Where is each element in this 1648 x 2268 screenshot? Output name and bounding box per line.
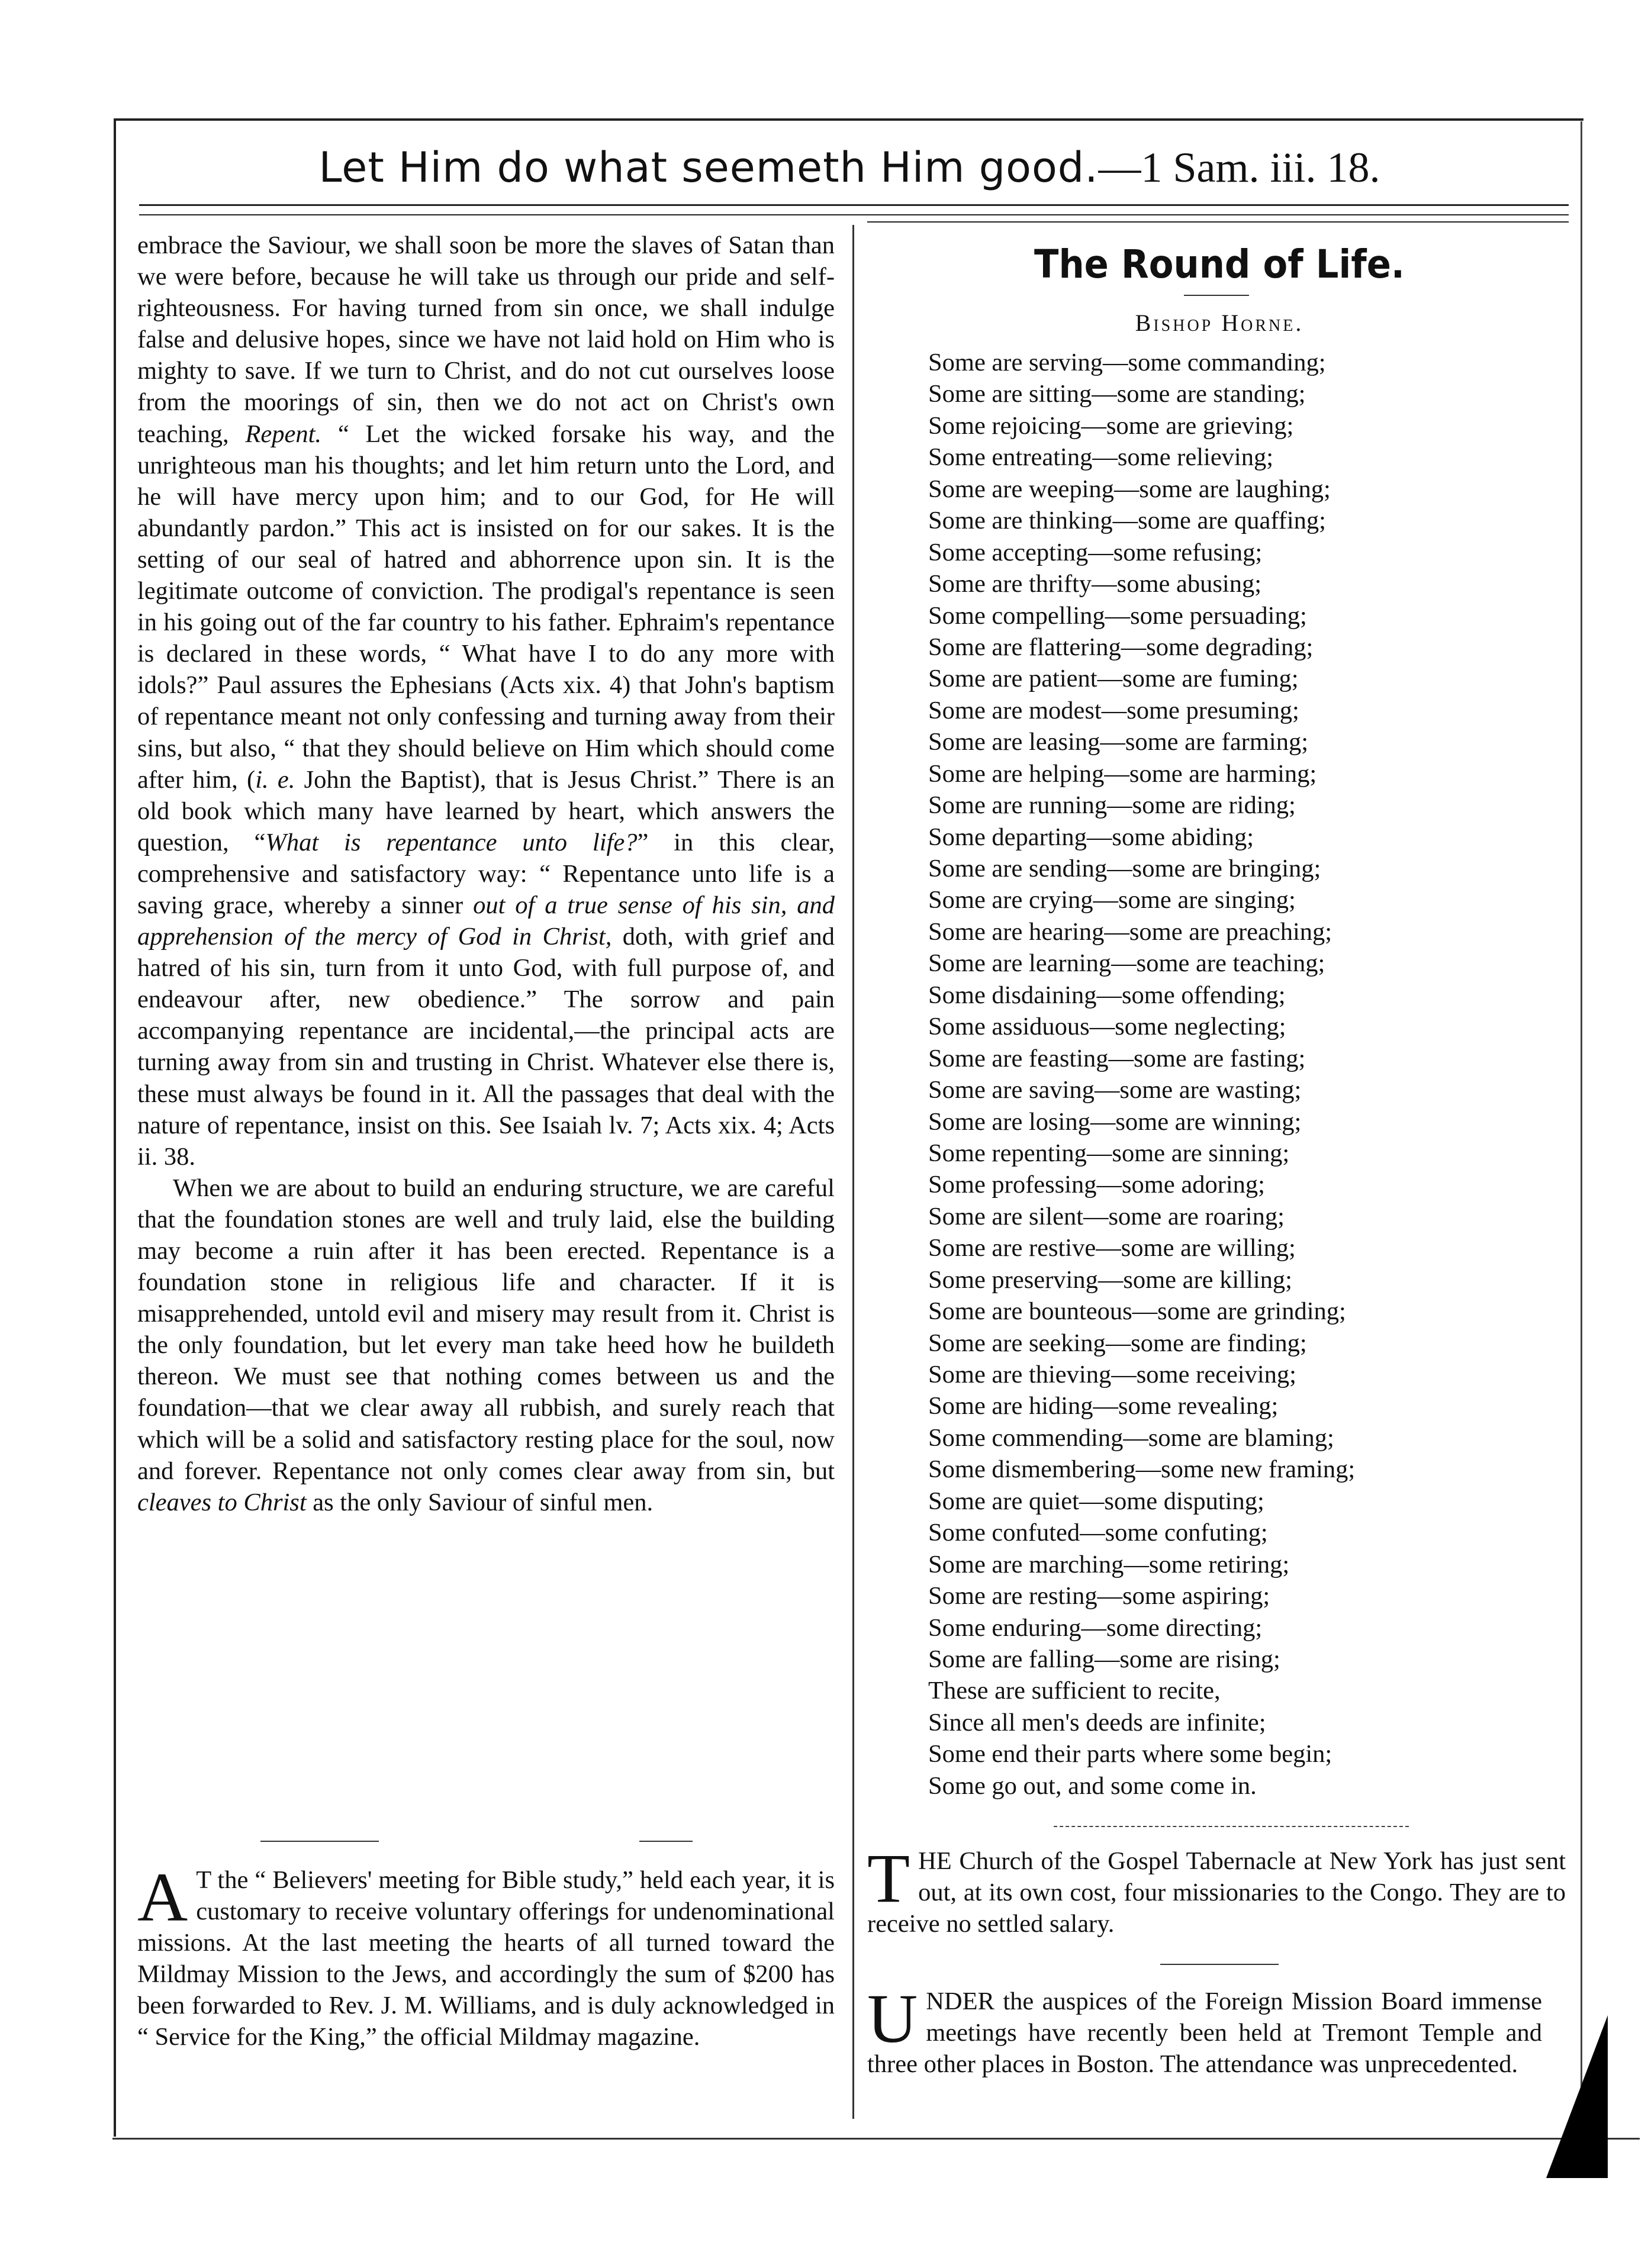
article-paragraph-2: When we are about to build an enduring structure, we are careful that the foundation stones are well and truly laid, else the building may become a ruin after it has been erected. Repentance is a foundation stone in religious life and character. If it is misapprehended, untold evil and misery may result from it. Christ is the only foundation, but let every man take heed how he buildeth thereon. We must see that nothing comes between us and the foundation—that we clear away all rubbish, and surely reach that which will be a solid and satisfactory resting place for the soul, now and forever. Repentance not only comes clear away from sin, but cleaves to Christ as the only Saviour of sinful men. <box>137 1174 835 1516</box>
poem-line: Some preserving—some are killing; <box>928 1265 1292 1294</box>
dropcap-t: T <box>867 1839 910 1917</box>
notice-separator <box>1160 1964 1279 1965</box>
poem-line: Some are saving—some are wasting; <box>928 1076 1302 1104</box>
poem-line: Some entreating—some relieving; <box>928 443 1274 472</box>
poem-line: Some confuted—some confuting; <box>928 1519 1268 1547</box>
header-rule-double <box>139 214 1569 215</box>
poem-line: Some assiduous—some neglecting; <box>928 1013 1286 1041</box>
poem-line: Some dismembering—some new framing; <box>928 1455 1356 1484</box>
poem-line: Some are leasing—some are farming; <box>928 728 1309 756</box>
poem-line: Some are hiding—some revealing; <box>928 1392 1279 1420</box>
poem-line: Some rejoicing—some are grieving; <box>928 411 1294 440</box>
poem-line: Some are learning—some are teaching; <box>928 949 1325 978</box>
poem-line: Some repenting—some are sinning; <box>928 1139 1290 1167</box>
poem-line: Some end their parts where some begin; <box>928 1740 1332 1768</box>
poem-body <box>928 347 1567 1802</box>
poem-end-rule <box>1054 1826 1409 1827</box>
poem-title: The Round of Life. <box>1034 241 1405 287</box>
page-frame-right <box>1581 121 1582 2134</box>
section-separator <box>260 1841 379 1842</box>
poem-line: Some commending—some are blaming; <box>928 1423 1334 1452</box>
repent-emphasis: Repent. <box>245 420 322 448</box>
poem-line: Some are thinking—some are quaffing; <box>928 507 1326 535</box>
poem-line: Some are thieving—some receiving; <box>928 1361 1296 1388</box>
italic-phrase: out of a true sense of his sin, and apprehension of the mercy of God in Christ, <box>137 891 835 951</box>
poem-line: Some are helping—some are harming; <box>928 759 1317 788</box>
page-frame-top <box>115 118 1583 121</box>
poem-line: Some are thrifty—some abusing; <box>928 570 1262 598</box>
notice-believers-meeting: A T the “ Believers' meeting for Bible study,” held each year, it is customary to receive voluntary offerings for undenominational missions. At the last meeting the hearts of all turned toward the Mildmay Mission to the Jews, and accordingly the sum of $200 has been forwarded to Rev. J. M. Williams, and is duly acknowledged in “ Service for the King,” the official Mildmay magazine. <box>137 1858 835 2051</box>
page-corner-shadow <box>1546 2015 1608 2178</box>
header-reference: —1 Sam. iii. 18. <box>1098 144 1380 191</box>
poem-line: Some compelling—some persuading; <box>928 601 1307 630</box>
poem-line: Some are feasting—some are fasting; <box>928 1044 1306 1072</box>
page-frame-left <box>114 118 116 2137</box>
header-title: Let Him do what seemeth Him good. <box>318 143 1099 192</box>
poem-line: Some are flattering—some degrading; <box>928 633 1314 661</box>
title-rule <box>1184 295 1249 296</box>
cleaves-emphasis: cleaves to Christ <box>137 1488 307 1516</box>
poem-line: Some are seeking—some are finding; <box>928 1329 1307 1357</box>
header-rule-right <box>867 221 1569 223</box>
dropcap-u: U <box>867 1980 918 2057</box>
poem-line: Some disdaining—some offending; <box>928 981 1286 1009</box>
running-header <box>118 135 1581 200</box>
left-column-article <box>137 230 835 1518</box>
poem-line: Some are sitting—some are standing; <box>928 380 1306 408</box>
poem-line: Some go out, and some come in. <box>928 1771 1257 1800</box>
poem-line: Some are sending—some are bringing; <box>928 855 1321 882</box>
catechism-question: What is repentance unto life? <box>265 828 638 856</box>
poem-line: Some are losing—some are winning; <box>928 1107 1302 1136</box>
notice-foreign-mission: UNDER the auspices of the Foreign Mission Board immense meetings have recently been held at Tremont Temple and three other places in Boston. The attendance was unprecedented. <box>867 1980 1542 2078</box>
poem-line: Some are bounteous—some are grinding; <box>928 1297 1346 1326</box>
poem-line: Some are running—some are riding; <box>928 791 1296 820</box>
poem-author: Bishop Horne. <box>1135 310 1304 336</box>
poem-line: Some are marching—some retiring; <box>928 1550 1290 1578</box>
poem-line: Some are falling—some are rising; <box>928 1645 1280 1673</box>
poem-line: Some enduring—some directing; <box>928 1613 1263 1642</box>
poem-line: Some accepting—some refusing; <box>928 538 1263 566</box>
header-rule <box>139 204 1569 206</box>
poem-line: Some are weeping—some are laughing; <box>928 475 1331 503</box>
notice-gospel-tabernacle: THE Church of the Gospel Tabernacle at New York has just sent out, at its own cost, four missionaries to the Congo. They are to receive no settled salary. <box>867 1839 1566 1938</box>
poem-line: Some departing—some abiding; <box>928 823 1254 851</box>
page-frame-bottom <box>112 2138 1640 2140</box>
poem-line: Some are silent—some are roaring; <box>928 1202 1285 1230</box>
poem-line: Some are patient—some are fuming; <box>928 665 1299 693</box>
poem-line: These are sufficient to recite, <box>928 1677 1221 1705</box>
section-separator-dash <box>639 1841 693 1842</box>
poem-line: Some are resting—some aspiring; <box>928 1582 1270 1610</box>
poem-line: Some are serving—some commanding; <box>928 349 1326 376</box>
dropcap-a: A <box>137 1858 188 1936</box>
poem-line: Some professing—some adoring; <box>928 1171 1265 1199</box>
article-paragraph-1: embrace the Saviour, we shall soon be more the slaves of Satan than we were before, because he will take us through our pride and self-righteousness. For having turned from sin once, we shall indulge false and delusive hopes, since we have not laid hold on Him who is mighty to save. If we turn to Christ, and do not cut ourselves loose from the moorings of sin, then we do not act on Christ's own teaching, Repent. “ Let the wicked forsake his way, and the unrighteous man his thoughts; and let him return unto the Lord, and he will have mercy upon him; and to our God, for He will abundantly pardon.” This act is insisted on for our sakes. It is the setting of our seal of hatred and abhorrence upon sin. It is the legitimate outcome of conviction. The prodigal's repentance is seen in his going out of the far country to his father. Ephraim's repentance is declared in these words, “ What have I to do any more with idols?” Paul assures the Ephesians (Acts xix. 4) that John's baptism of repentance meant not only confessing and turning away from their sins, but also, “ that they should believe on Him which should come after him, (i. e. John the Baptist), that is Jesus Christ.” There is an old book which many have learned by heart, which answers the question, “What is repentance unto life?” in this clear, comprehensive and satisfactory way: “ Repentance unto life is a saving grace, whereby a sinner out of a true sense of his sin, and apprehension of the mercy of God in Christ, doth, with grief and hatred of his sin, turn from it unto God, with full purpose of, and endeavour after, new obedience.” The sorrow and pain accompanying repentance are incidental,—the principal acts are turning away from sin and trusting in Christ. Whatever else there is, these must always be found in it. All the passages that deal with the nature of repentance, insist on this. See Isaiah lv. 7; Acts xix. 4; Acts ii. 38. <box>137 231 835 1171</box>
poem-line: Some are quiet—some disputing; <box>928 1487 1264 1515</box>
poem-line: Some are crying—some are singing; <box>928 886 1296 914</box>
column-divider <box>852 225 854 2119</box>
poem-line: Some are restive—some are willing; <box>928 1234 1296 1262</box>
poem-line: Since all men's deeds are infinite; <box>928 1708 1266 1737</box>
poem-line: Some are modest—some presuming; <box>928 696 1299 724</box>
poem-line: Some are hearing—some are preaching; <box>928 917 1332 946</box>
